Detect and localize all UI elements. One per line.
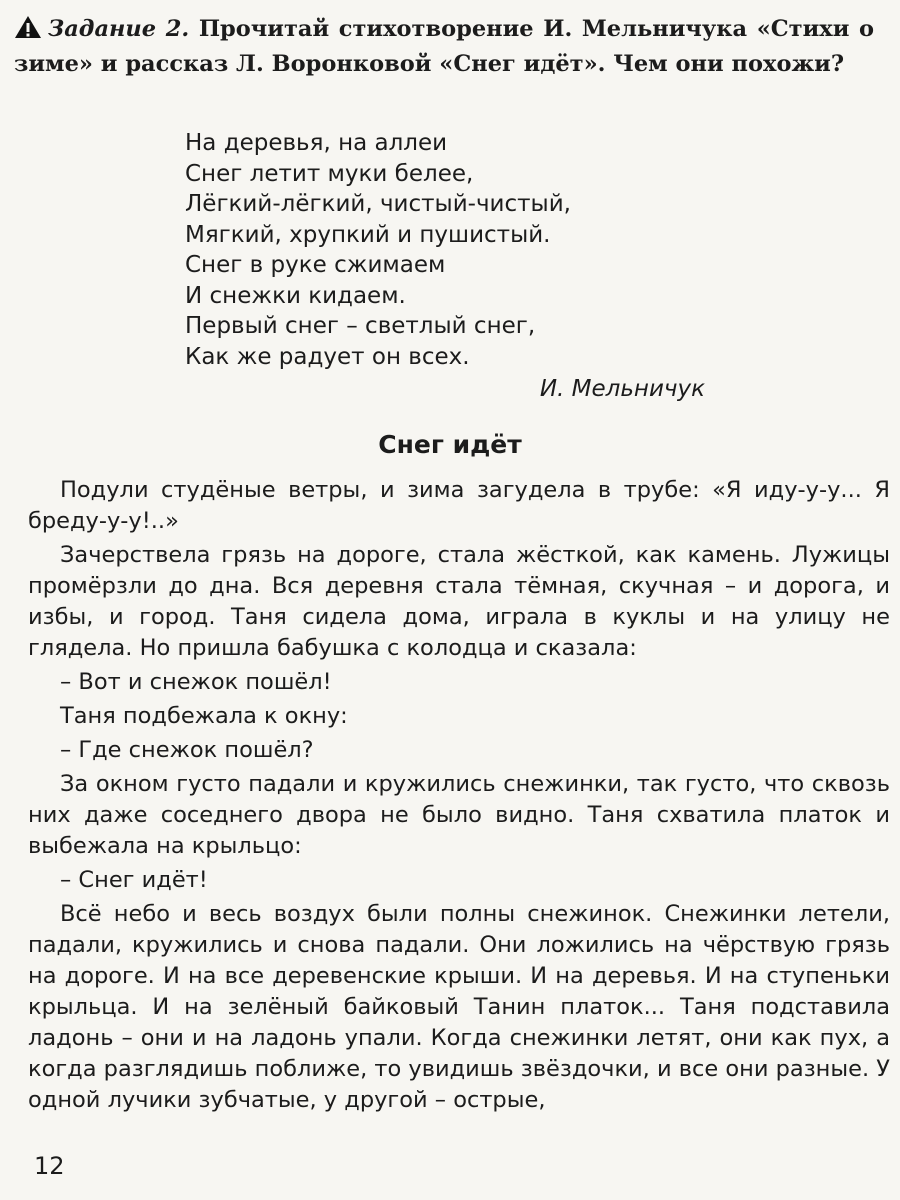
story-dialog-line: – Снег идёт! [60, 867, 208, 893]
poem-author: И. Мельничук [539, 376, 705, 402]
story-paragraph: Всё небо и весь воздух были полны снежинок. Снежинки летели, падали, кружились и снова падали. Они ложились на чёрствую грязь на дороге. И на все деревенские крыши. И на деревья. И на ступеньки крыльца. И на зелёный байковый Танин платок... Таня подставила ладонь – они и на ладонь упали. Когда снежинки летят, они как пух, а когда разглядишь поближе, то увидишь звёздочки, и все они разные. У одной лучики зубчатые, у другой – острые, [28, 901, 890, 1113]
story-dialog-line: – Вот и снежок пошёл! [60, 669, 332, 695]
story-paragraph: Таня подбежала к окну: [60, 703, 348, 729]
poem-line: Снег летит муки белее, [185, 160, 474, 187]
poem-line: Мягкий, хрупкий и пушистый. [185, 221, 551, 248]
poem [185, 128, 745, 405]
task-text: Прочитай стихотворение И. Мельничука «Стихи о зиме» и рассказ Л. Воронковой «Снег идёт». Чем они похожи? [14, 16, 875, 77]
story-dialog-line: – Где снежок пошёл? [60, 737, 314, 763]
poem-line: На деревья, на аллеи [185, 130, 448, 156]
story-paragraph: Зачерствела грязь на дороге, стала жёсткой, как камень. Лужицы промёрзли до дна. Вся деревня стала тёмная, скучная – и дорога, и избы, и город. Таня сидела дома, играла в куклы и на улицу не глядела. Но пришла бабушка с колодца и сказала: [28, 542, 890, 661]
page-number: 12 [34, 1152, 65, 1180]
task-instruction [14, 12, 874, 82]
story-title: Снег идёт [378, 430, 522, 459]
warning-triangle-icon [14, 15, 42, 39]
poem-line: Первый снег – светлый снег, [185, 313, 536, 339]
story-text [28, 475, 890, 1119]
poem-line: Как же радует он всех. [185, 343, 470, 370]
story-paragraph: Подули студёные ветры, и зима загудела в трубе: «Я иду-у-у... Я бреду-у-у!..» [28, 477, 890, 534]
poem-line: Снег в руке сжимаем [185, 252, 446, 278]
poem-line: Лёгкий-лёгкий, чистый-чистый, [185, 191, 571, 217]
story-paragraph: За окном густо падали и кружились снежинки, так густо, что сквозь них даже соседнего двора не было видно. Таня схватила платок и выбежала на крыльцо: [28, 771, 890, 859]
task-label: Задание 2. [48, 16, 190, 42]
poem-line: И снежки кидаем. [185, 282, 406, 309]
